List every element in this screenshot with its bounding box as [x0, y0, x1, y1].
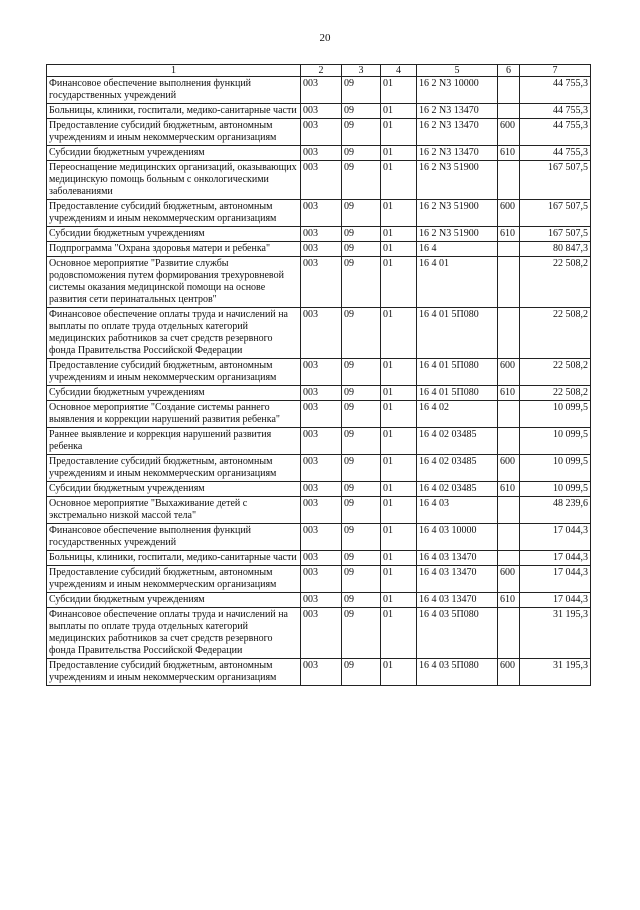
amount-cell: 48 239,6 [520, 497, 591, 524]
row-name-cell: Субсидии бюджетным учреждениям [47, 482, 301, 497]
section-code-cell: 003 [301, 119, 342, 146]
column-header: 7 [520, 65, 591, 77]
expense-type-cell [498, 497, 520, 524]
expense-type-cell [498, 242, 520, 257]
division-code-cell: 09 [342, 386, 381, 401]
row-name-cell: Субсидии бюджетным учреждениям [47, 593, 301, 608]
row-name-cell: Больницы, клиники, госпитали, медико-санитарные части [47, 104, 301, 119]
row-name-cell: Финансовое обеспечение выполнения функций государственных учреждений [47, 524, 301, 551]
page-number: 20 [319, 32, 331, 44]
division-code-cell: 09 [342, 608, 381, 659]
table-row [47, 227, 591, 242]
table-row [47, 566, 591, 593]
row-name-cell: Субсидии бюджетным учреждениям [47, 386, 301, 401]
division-code-cell: 09 [342, 401, 381, 428]
expense-type-cell: 610 [498, 146, 520, 161]
expense-type-cell [498, 257, 520, 308]
amount-cell: 22 508,2 [520, 257, 591, 308]
row-name-cell: Предоставление субсидий бюджетным, автономным учреждениям и иным некоммерческим организациям [47, 455, 301, 482]
row-name-cell: Больницы, клиники, госпитали, медико-санитарные части [47, 551, 301, 566]
amount-cell: 17 044,3 [520, 551, 591, 566]
table-row [47, 608, 591, 659]
table-row [47, 146, 591, 161]
amount-cell: 44 755,3 [520, 77, 591, 104]
row-name-cell: Финансовое обеспечение оплаты труда и начислений на выплаты по оплате труда отдельных категорий медицинских работников за счет средств резервного фонда Правительства Российской Федерации [47, 308, 301, 359]
division-code-cell: 09 [342, 659, 381, 686]
target-article-cell: 16 4 [417, 242, 498, 257]
subdivision-code-cell: 01 [381, 242, 417, 257]
expense-type-cell [498, 308, 520, 359]
expense-type-cell: 600 [498, 455, 520, 482]
amount-cell: 22 508,2 [520, 359, 591, 386]
expense-type-cell [498, 401, 520, 428]
division-code-cell: 09 [342, 566, 381, 593]
table-row [47, 401, 591, 428]
subdivision-code-cell: 01 [381, 524, 417, 551]
subdivision-code-cell: 01 [381, 77, 417, 104]
amount-cell: 22 508,2 [520, 308, 591, 359]
target-article-cell: 16 2 N3 13470 [417, 146, 498, 161]
subdivision-code-cell: 01 [381, 386, 417, 401]
division-code-cell: 09 [342, 482, 381, 497]
target-article-cell: 16 2 N3 13470 [417, 119, 498, 146]
target-article-cell: 16 4 03 5П080 [417, 608, 498, 659]
table-row [47, 77, 591, 104]
row-name-cell: Подпрограмма "Охрана здоровья матери и ребенка" [47, 242, 301, 257]
expense-type-cell: 600 [498, 200, 520, 227]
row-name-cell: Субсидии бюджетным учреждениям [47, 146, 301, 161]
expense-type-cell: 600 [498, 359, 520, 386]
division-code-cell: 09 [342, 497, 381, 524]
amount-cell: 80 847,3 [520, 242, 591, 257]
target-article-cell: 16 4 01 5П080 [417, 359, 498, 386]
table-row [47, 257, 591, 308]
target-article-cell: 16 2 N3 51900 [417, 227, 498, 242]
expense-type-cell: 610 [498, 593, 520, 608]
row-name-cell: Раннее выявление и коррекция нарушений развития ребенка [47, 428, 301, 455]
division-code-cell: 09 [342, 242, 381, 257]
expense-type-cell [498, 608, 520, 659]
section-code-cell: 003 [301, 359, 342, 386]
section-code-cell: 003 [301, 497, 342, 524]
column-header: 4 [381, 65, 417, 77]
subdivision-code-cell: 01 [381, 455, 417, 482]
row-name-cell: Предоставление субсидий бюджетным, автономным учреждениям и иным некоммерческим организациям [47, 566, 301, 593]
amount-cell: 31 195,3 [520, 659, 591, 686]
row-name-cell: Финансовое обеспечение выполнения функций государственных учреждений [47, 77, 301, 104]
target-article-cell: 16 4 03 5П080 [417, 659, 498, 686]
amount-cell: 10 099,5 [520, 455, 591, 482]
amount-cell: 10 099,5 [520, 401, 591, 428]
subdivision-code-cell: 01 [381, 308, 417, 359]
column-header: 5 [417, 65, 498, 77]
subdivision-code-cell: 01 [381, 257, 417, 308]
division-code-cell: 09 [342, 428, 381, 455]
table-row [47, 482, 591, 497]
section-code-cell: 003 [301, 524, 342, 551]
table-row [47, 104, 591, 119]
expense-type-cell: 600 [498, 659, 520, 686]
expense-type-cell [498, 551, 520, 566]
table-row [47, 308, 591, 359]
expense-type-cell: 600 [498, 566, 520, 593]
section-code-cell: 003 [301, 566, 342, 593]
amount-cell: 167 507,5 [520, 200, 591, 227]
table-row [47, 593, 591, 608]
target-article-cell: 16 4 02 [417, 401, 498, 428]
column-header: 1 [47, 65, 301, 77]
target-article-cell: 16 2 N3 51900 [417, 161, 498, 200]
division-code-cell: 09 [342, 593, 381, 608]
column-header: 3 [342, 65, 381, 77]
division-code-cell: 09 [342, 161, 381, 200]
amount-cell: 17 044,3 [520, 593, 591, 608]
division-code-cell: 09 [342, 77, 381, 104]
division-code-cell: 09 [342, 551, 381, 566]
section-code-cell: 003 [301, 551, 342, 566]
column-header: 2 [301, 65, 342, 77]
division-code-cell: 09 [342, 308, 381, 359]
row-name-cell: Субсидии бюджетным учреждениям [47, 227, 301, 242]
table-row [47, 524, 591, 551]
division-code-cell: 09 [342, 524, 381, 551]
amount-cell: 31 195,3 [520, 608, 591, 659]
expense-type-cell: 600 [498, 119, 520, 146]
amount-cell: 167 507,5 [520, 161, 591, 200]
expense-type-cell: 610 [498, 227, 520, 242]
section-code-cell: 003 [301, 308, 342, 359]
row-name-cell: Финансовое обеспечение оплаты труда и начислений на выплаты по оплате труда отдельных категорий медицинских работников за счет средств резервного фонда Правительства Российской Федерации [47, 608, 301, 659]
table-row [47, 119, 591, 146]
subdivision-code-cell: 01 [381, 551, 417, 566]
subdivision-code-cell: 01 [381, 593, 417, 608]
row-name-cell: Основное мероприятие "Развитие службы родовспоможения путем формирования трехуровневой системы оказания медицинской помощи на основе развития сети перинатальных центров" [47, 257, 301, 308]
division-code-cell: 09 [342, 200, 381, 227]
subdivision-code-cell: 01 [381, 497, 417, 524]
subdivision-code-cell: 01 [381, 161, 417, 200]
table-row [47, 200, 591, 227]
subdivision-code-cell: 01 [381, 104, 417, 119]
budget-table [46, 64, 591, 686]
section-code-cell: 003 [301, 200, 342, 227]
row-name-cell: Предоставление субсидий бюджетным, автономным учреждениям и иным некоммерческим организациям [47, 119, 301, 146]
expense-type-cell [498, 77, 520, 104]
subdivision-code-cell: 01 [381, 200, 417, 227]
table-header-row [47, 65, 591, 77]
target-article-cell: 16 4 02 03485 [417, 482, 498, 497]
amount-cell: 10 099,5 [520, 482, 591, 497]
target-article-cell: 16 4 03 13470 [417, 566, 498, 593]
division-code-cell: 09 [342, 257, 381, 308]
section-code-cell: 003 [301, 455, 342, 482]
target-article-cell: 16 2 N3 10000 [417, 77, 498, 104]
subdivision-code-cell: 01 [381, 482, 417, 497]
subdivision-code-cell: 01 [381, 227, 417, 242]
section-code-cell: 003 [301, 428, 342, 455]
division-code-cell: 09 [342, 119, 381, 146]
expense-type-cell: 610 [498, 386, 520, 401]
target-article-cell: 16 4 03 13470 [417, 593, 498, 608]
section-code-cell: 003 [301, 104, 342, 119]
table-row [47, 497, 591, 524]
section-code-cell: 003 [301, 257, 342, 308]
table-row [47, 659, 591, 686]
target-article-cell: 16 4 02 03485 [417, 455, 498, 482]
section-code-cell: 003 [301, 161, 342, 200]
subdivision-code-cell: 01 [381, 146, 417, 161]
section-code-cell: 003 [301, 593, 342, 608]
amount-cell: 167 507,5 [520, 227, 591, 242]
subdivision-code-cell: 01 [381, 401, 417, 428]
table-row [47, 386, 591, 401]
column-header: 6 [498, 65, 520, 77]
row-name-cell: Основное мероприятие "Создание системы раннего выявления и коррекции нарушений развития ребенка" [47, 401, 301, 428]
target-article-cell: 16 4 01 5П080 [417, 308, 498, 359]
section-code-cell: 003 [301, 242, 342, 257]
division-code-cell: 09 [342, 227, 381, 242]
amount-cell: 44 755,3 [520, 119, 591, 146]
division-code-cell: 09 [342, 359, 381, 386]
target-article-cell: 16 4 02 03485 [417, 428, 498, 455]
target-article-cell: 16 4 03 13470 [417, 551, 498, 566]
division-code-cell: 09 [342, 146, 381, 161]
row-name-cell: Предоставление субсидий бюджетным, автономным учреждениям и иным некоммерческим организациям [47, 200, 301, 227]
subdivision-code-cell: 01 [381, 428, 417, 455]
target-article-cell: 16 2 N3 13470 [417, 104, 498, 119]
subdivision-code-cell: 01 [381, 566, 417, 593]
section-code-cell: 003 [301, 146, 342, 161]
amount-cell: 44 755,3 [520, 146, 591, 161]
target-article-cell: 16 4 03 10000 [417, 524, 498, 551]
section-code-cell: 003 [301, 77, 342, 104]
target-article-cell: 16 4 01 5П080 [417, 386, 498, 401]
section-code-cell: 003 [301, 386, 342, 401]
table-row [47, 161, 591, 200]
subdivision-code-cell: 01 [381, 119, 417, 146]
amount-cell: 17 044,3 [520, 566, 591, 593]
expense-type-cell [498, 524, 520, 551]
section-code-cell: 003 [301, 401, 342, 428]
amount-cell: 22 508,2 [520, 386, 591, 401]
amount-cell: 10 099,5 [520, 428, 591, 455]
row-name-cell: Переоснащение медицинских организаций, оказывающих медицинскую помощь больным с онкологическими заболеваниями [47, 161, 301, 200]
row-name-cell: Основное мероприятие "Выхаживание детей с экстремально низкой массой тела" [47, 497, 301, 524]
expense-type-cell [498, 428, 520, 455]
section-code-cell: 003 [301, 482, 342, 497]
division-code-cell: 09 [342, 104, 381, 119]
target-article-cell: 16 2 N3 51900 [417, 200, 498, 227]
section-code-cell: 003 [301, 608, 342, 659]
amount-cell: 17 044,3 [520, 524, 591, 551]
row-name-cell: Предоставление субсидий бюджетным, автономным учреждениям и иным некоммерческим организациям [47, 659, 301, 686]
table-row [47, 359, 591, 386]
target-article-cell: 16 4 03 [417, 497, 498, 524]
expense-type-cell: 610 [498, 482, 520, 497]
subdivision-code-cell: 01 [381, 608, 417, 659]
table-row [47, 428, 591, 455]
subdivision-code-cell: 01 [381, 359, 417, 386]
table-row [47, 455, 591, 482]
expense-type-cell [498, 104, 520, 119]
section-code-cell: 003 [301, 659, 342, 686]
subdivision-code-cell: 01 [381, 659, 417, 686]
expense-type-cell [498, 161, 520, 200]
table-row [47, 551, 591, 566]
section-code-cell: 003 [301, 227, 342, 242]
target-article-cell: 16 4 01 [417, 257, 498, 308]
row-name-cell: Предоставление субсидий бюджетным, автономным учреждениям и иным некоммерческим организациям [47, 359, 301, 386]
table-row [47, 242, 591, 257]
division-code-cell: 09 [342, 455, 381, 482]
amount-cell: 44 755,3 [520, 104, 591, 119]
